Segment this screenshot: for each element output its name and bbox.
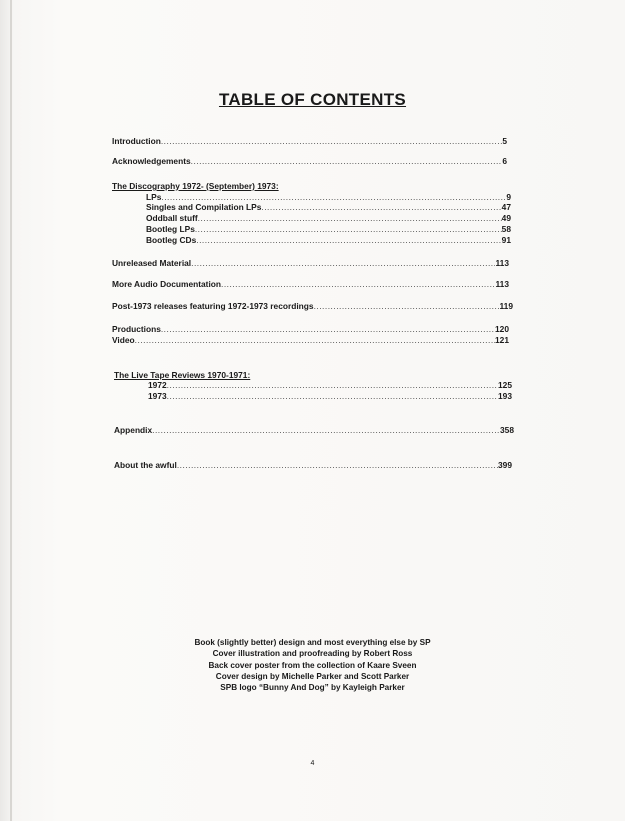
credit-line: Back cover poster from the collection of Kaare Sveen <box>208 660 417 670</box>
toc-entry-unreleased: Unreleased Material ..... 113 <box>112 258 509 268</box>
toc-entry-1972: 1972 ..... 125 <box>148 380 512 390</box>
toc-entry-oddball: Oddball stuff ..... 49 <box>146 213 511 223</box>
toc-entry-post-1973: Post-1973 releases featuring 1972-1973 recordings ..... 119 <box>112 301 513 311</box>
section-heading-discography: The Discography 1972- (September) 1973: <box>112 181 279 191</box>
toc-entry-video: Video ..... 121 <box>112 335 509 345</box>
section-heading-live-tape: The Live Tape Reviews 1970-1971: <box>114 370 251 380</box>
credit-line: Cover design by Michelle Parker and Scott Parker <box>215 671 410 681</box>
page-title: TABLE OF CONTENTS <box>218 90 407 109</box>
credits-block <box>0 637 625 693</box>
credit-line: Cover illustration and proofreading by Robert Ross <box>212 649 413 659</box>
toc-entry-appendix: Appendix ..... 358 <box>114 425 514 435</box>
toc-entry-audio-documentation: More Audio Documentation ..... 113 <box>112 279 509 289</box>
toc-entry-singles: Singles and Compilation LPs ..... 47 <box>146 202 511 212</box>
toc-entry-about: About the awful ..... 399 <box>114 460 512 470</box>
credit-line: Book (slightly better) design and most everything else by SP <box>194 638 431 647</box>
toc-entry-productions: Productions ..... 120 <box>112 324 509 334</box>
page-number: 4 <box>310 760 315 767</box>
credit-line: SPB logo “Bunny And Dog” by Kayleigh Parker <box>220 683 405 693</box>
toc-entry-acknowledgements: Acknowledgements ..... 6 <box>112 156 507 166</box>
toc-entry-lps: LPs ..... 9 <box>146 192 511 202</box>
toc-entry-bootleg-lps: Bootleg LPs ..... 58 <box>146 224 511 234</box>
toc-entry-bootleg-cds: Bootleg CDs ..... 91 <box>146 235 511 245</box>
toc-entry-introduction: Introduction ..... 5 <box>112 136 507 146</box>
toc-entry-1973: 1973 ..... 193 <box>148 391 512 401</box>
